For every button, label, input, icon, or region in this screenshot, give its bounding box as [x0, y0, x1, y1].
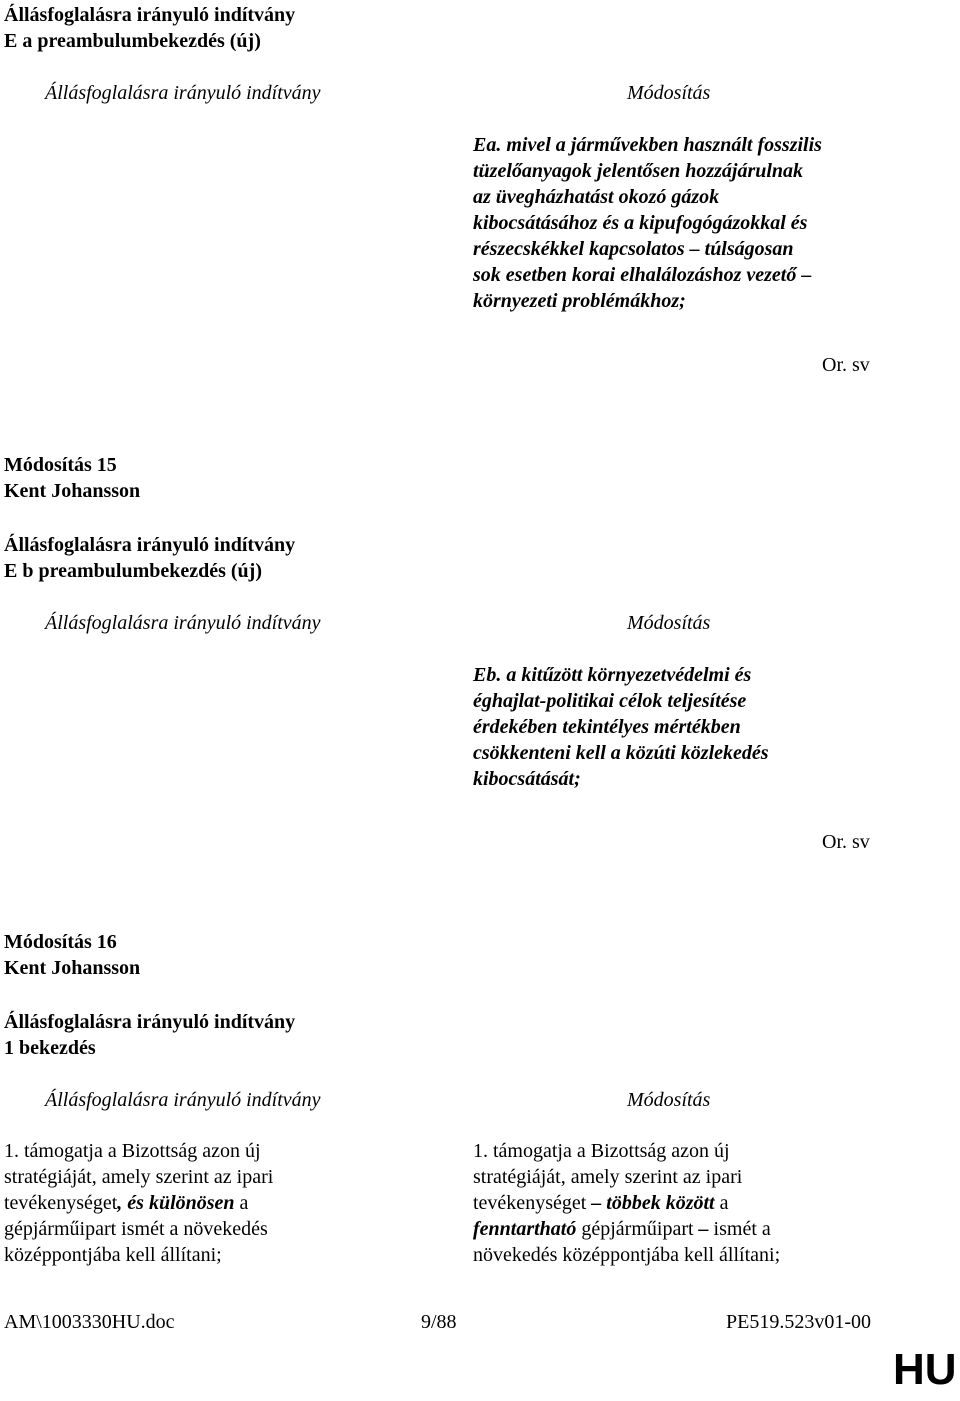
- amendment-number: Módosítás 15: [4, 454, 117, 476]
- original-line: középpontjába kell állítani;: [4, 1244, 222, 1266]
- original-language: Or. sv: [822, 354, 870, 376]
- amendment-line: Eb. a kitűzött környezetvédelmi és: [473, 664, 752, 686]
- footer-language-code: HU: [893, 1345, 957, 1394]
- section-title-line2: E b preambulumbekezdés (új): [4, 560, 262, 582]
- original-line: tevékenységet, és különösen a: [4, 1192, 249, 1214]
- amendment-title: [4, 452, 140, 504]
- amendment-line: kibocsátásához és a kipufogógázokkal és: [473, 212, 808, 234]
- amendment-line: tüzelőanyagok jelentősen hozzájárulnak: [473, 160, 804, 182]
- amendment-text: [473, 662, 769, 792]
- amendment-author: Kent Johansson: [4, 480, 141, 502]
- section-title-line2: E a preambulumbekezdés (új): [4, 30, 261, 52]
- column-header-left: Állásfoglalásra irányuló indítvány: [45, 82, 321, 104]
- section-title-line1: Állásfoglalásra irányuló indítvány: [4, 4, 296, 26]
- amended-line: stratégiáját, amely szerint az ipari: [473, 1166, 743, 1188]
- section-title-line1: Állásfoglalásra irányuló indítvány: [4, 1011, 296, 1033]
- section-title-line1: Állásfoglalásra irányuló indítvány: [4, 534, 296, 556]
- amendment-title: [4, 929, 140, 981]
- amended-line: növekedés középpontjába kell állítani;: [473, 1244, 781, 1266]
- footer-page-number: 9/88: [421, 1311, 457, 1333]
- section-title: [4, 1009, 295, 1061]
- column-header-left: Állásfoglalásra irányuló indítvány: [45, 1089, 321, 1111]
- original-text: [4, 1138, 273, 1268]
- amendment-number: Módosítás 16: [4, 931, 117, 953]
- footer-doc-ref: AM\1003330HU.doc: [4, 1311, 175, 1333]
- original-language: Or. sv: [822, 831, 870, 853]
- original-line: gépjárműipart ismét a növekedés: [4, 1218, 268, 1240]
- section-title: [4, 532, 295, 584]
- footer-pe-ref: PE519.523v01-00: [726, 1311, 871, 1333]
- column-header-left: Állásfoglalásra irányuló indítvány: [45, 612, 321, 634]
- amended-line: fenntartható gépjárműipart – ismét a: [473, 1218, 771, 1240]
- column-header-right: Módosítás: [627, 1089, 711, 1111]
- amendment-line: részecskékkel kapcsolatos – túlságosan: [473, 238, 794, 260]
- amendment-line: éghajlat-politikai célok teljesítése: [473, 690, 747, 712]
- original-line: stratégiáját, amely szerint az ipari: [4, 1166, 274, 1188]
- amended-line: tevékenységet – többek között a: [473, 1192, 729, 1214]
- amendment-line: csökkenteni kell a közúti közlekedés: [473, 742, 769, 764]
- column-header-right: Módosítás: [627, 612, 711, 634]
- amended-text: [473, 1138, 780, 1268]
- amendment-line: Ea. mivel a járművekben használt fosszilis: [473, 134, 822, 156]
- amended-line: 1. támogatja a Bizottság azon új: [473, 1140, 730, 1162]
- amendment-author: Kent Johansson: [4, 957, 141, 979]
- section-title: [4, 2, 295, 54]
- amendment-line: környezeti problémákhoz;: [473, 290, 686, 312]
- inserted-text: –: [698, 1218, 709, 1240]
- inserted-text: – többek között: [591, 1192, 715, 1214]
- section-title-line2: 1 bekezdés: [4, 1037, 96, 1059]
- amendment-text: [473, 132, 822, 314]
- original-line: 1. támogatja a Bizottság azon új: [4, 1140, 261, 1162]
- amendment-line: az üvegházhatást okozó gázok: [473, 186, 720, 208]
- column-header-right: Módosítás: [627, 82, 711, 104]
- deleted-text: , és különösen: [117, 1192, 235, 1214]
- amendment-line: érdekében tekintélyes mértékben: [473, 716, 741, 738]
- amendment-line: kibocsátását;: [473, 768, 581, 790]
- amendment-line: sok esetben korai elhalálozáshoz vezető –: [473, 264, 812, 286]
- inserted-text: fenntartható: [473, 1218, 577, 1240]
